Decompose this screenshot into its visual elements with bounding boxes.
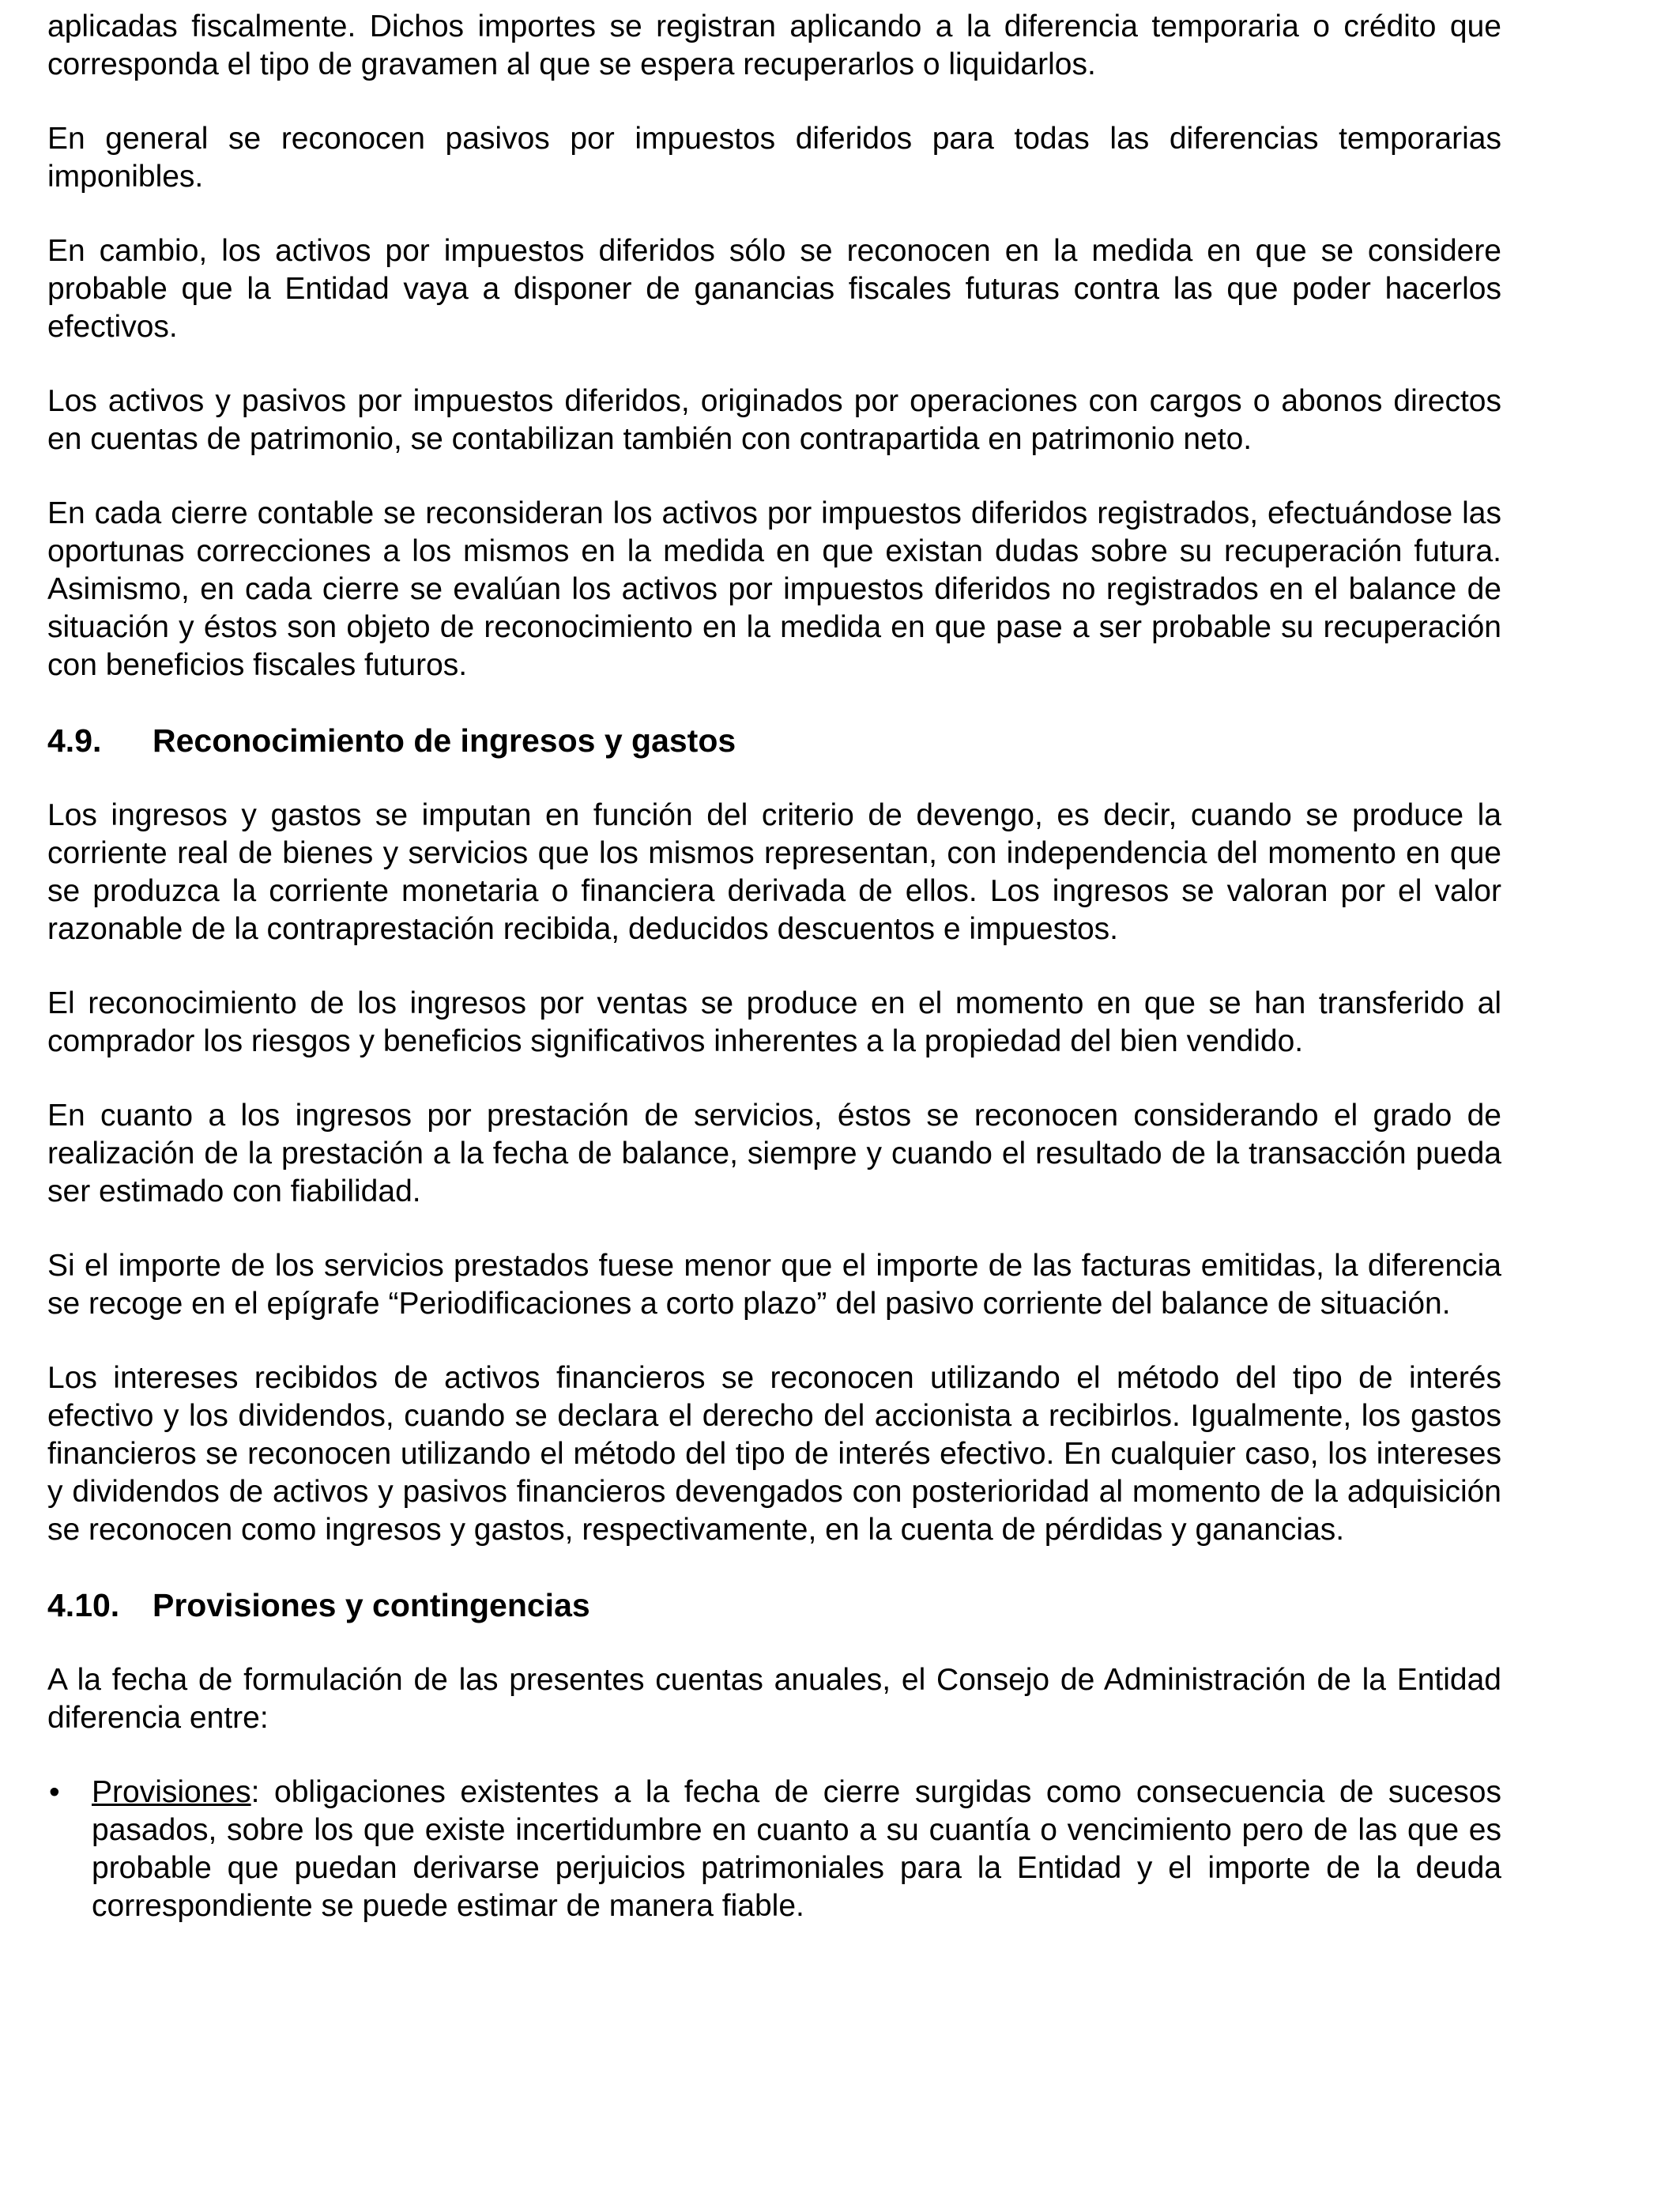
paragraph-accrual-criterion: Los ingresos y gastos se imputan en función del criterio de devengo, es decir, cuando se produce la corriente real de bienes y servicios que los mismos representan, con independencia del momento en que se produzca la corriente monetaria o financiera derivada de ellos. Los ingresos se valoran por el valor razonable de la contraprestación recibida, deducidos descuentos e impuestos. [47, 798, 1501, 946]
paragraph-deferred-tax-assets: En cambio, los activos por impuestos diferidos sólo se reconocen en la medida en que se considere probable que la Entidad vaya a disponer de ganancias fiscales futuras contra las que poder hacerlos efectivos. [47, 234, 1501, 344]
section-number: 4.9. [47, 722, 102, 759]
paragraph-deferred-tax-liabilities: En general se reconocen pasivos por impuestos diferidos para todas las diferencias temporarias imponibles. [47, 122, 1501, 194]
paragraph-interest-dividends: Los intereses recibidos de activos financieros se reconocen utilizando el método del tipo de interés efectivo y los dividendos, cuando se declara el derecho del accionista a recibirlos. Igualmente, los gastos financieros se reconocen utilizando el método del tipo de interés efectivo. En cualquier caso, los intereses y dividendos de activos y pasivos financieros devengados con posterioridad al momento de la adquisición se reconocen como ingresos y gastos, respectivamente, en la cuenta de pérdidas y ganancias. [47, 1361, 1501, 1547]
provisions-list [47, 1774, 1501, 1925]
list-item-text: : obligaciones existentes a la fecha de cierre surgidas como consecuencia de sucesos pasados, sobre los que existe incertidumbre en cuanto a su cuantía o vencimiento pero de las que es probable que puedan derivarse perjuicios patrimoniales para la Entidad y el importe de la deuda correspondiente se puede estimar de manera fiable. [92, 1775, 1501, 1923]
section-title: Provisiones y contingencias [153, 1587, 590, 1623]
list-item [47, 1774, 1501, 1925]
paragraph-provisions-intro: A la fecha de formulación de las presentes cuentas anuales, el Consejo de Administración de la Entidad diferencia entre: [47, 1663, 1501, 1735]
section-heading-4-10 [47, 1585, 1501, 1625]
section-heading-4-9 [47, 721, 1501, 760]
list-item-body [92, 1774, 1501, 1925]
section-title: Reconocimiento de ingresos y gastos [153, 722, 736, 759]
paragraph-services-revenue: En cuanto a los ingresos por prestación de servicios, éstos se reconocen considerando el grado de realización de la prestación a la fecha de balance, siempre y cuando el resultado de la transacción pueda ser estimado con fiabilidad. [47, 1099, 1501, 1208]
paragraph-equity-deferred-taxes: Los activos y pasivos por impuestos diferidos, originados por operaciones con cargos o abonos directos en cuentas de patrimonio, se contabilizan también con contrapartida en patrimonio neto. [47, 384, 1501, 456]
term-provisiones: Provisiones [92, 1775, 251, 1809]
paragraph-prepayments: Si el importe de los servicios prestados fuese menor que el importe de las facturas emitidas, la diferencia se recoge en el epígrafe “Periodificaciones a corto plazo” del pasivo corriente del balance de situación. [47, 1249, 1501, 1321]
paragraph-year-end-review: En cada cierre contable se reconsideran los activos por impuestos diferidos registrados, efectuándose las oportunas correcciones a los mismos en la medida en que existan dudas sobre su recuperación futura. Asimismo, en cada cierre se evalúan los activos por impuestos diferidos no registrados en el balance de situación y éstos son objeto de reconocimiento en la medida en que pase a ser probable su recuperación con beneficios fiscales futuros. [47, 496, 1501, 682]
bullet-icon: • [49, 1775, 60, 1809]
section-number: 4.10. [47, 1587, 120, 1623]
paragraph-sales-revenue: El reconocimiento de los ingresos por ventas se produce en el momento en que se han transferido al comprador los riesgos y beneficios significativos inherentes a la propiedad del bien vendido. [47, 986, 1501, 1058]
paragraph-tax-rates: aplicadas fiscalmente. Dichos importes se registran aplicando a la diferencia temporaria o crédito que corresponda el tipo de gravamen al que se espera recuperarlos o liquidarlos. [47, 9, 1501, 81]
document-page [47, 8, 1501, 1962]
